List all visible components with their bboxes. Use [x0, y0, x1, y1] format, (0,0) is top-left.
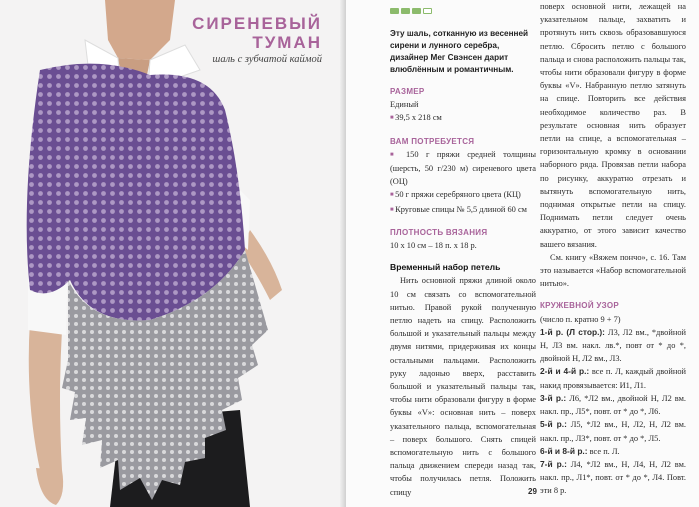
difficulty-dot [412, 8, 421, 14]
difficulty-dot [423, 8, 432, 14]
row-label: 3-й р.: [540, 392, 567, 403]
page-number: 29 [528, 487, 537, 496]
title-line-1: СИРЕНЕВЫЙ [192, 14, 322, 33]
difficulty-rating [390, 8, 536, 14]
see-also-note: См. книгу «Вяжем пончо», с. 16. Там это называется «Набор вспомогательной нитью». [540, 252, 686, 289]
row-label: 2-й и 4-й р.: [540, 366, 590, 377]
model-photo [0, 0, 346, 507]
material-item: ■ 50 г пряжи серебряного цвета (КЦ) [390, 188, 536, 202]
pattern-row [540, 392, 686, 418]
row-text: все п. Л. [589, 446, 620, 456]
materials-heading: ВАМ ПОТРЕБУЕТСЯ [390, 136, 475, 146]
difficulty-dot [401, 8, 410, 14]
size-dimensions: ■ 39,5 х 218 см [390, 111, 536, 125]
difficulty-dot [390, 8, 399, 14]
row-label: 1-й р. (Л стор.): [540, 326, 605, 337]
row-text: все п. Л, каждый двойной накид провязывается: И1, Л1. [540, 367, 686, 390]
row-label: 5-й р.: [540, 419, 567, 430]
pattern-row [540, 326, 686, 366]
pattern-note: (число п. кратно 9 + 7) [540, 314, 621, 324]
title-block [190, 14, 322, 65]
title-line-2: ТУМАН [252, 33, 322, 52]
row-text: Л6, *Л2 вм., двойной Н, Л2 вм. накл. пр., Л5*, повт. от * до *, Л6. [540, 393, 687, 417]
row-label: 7-й р.: [540, 458, 567, 469]
size-label: Единый [390, 100, 419, 110]
caston-text: Нить основной пряжи длиной около 10 см связать со вспомогательной нитью. Правой рукой полученную петлю надеть на спицу. Расположить большой и указательный пальцы между двумя нитями, придерживая их концы остальными пальцами. Расположить руку ладонью вверх, расставить большой и указательный пальцы так, чтобы нити образовали фигуру в форме буквы «V»: основная нить – поверх указательного пальца, вспомогательная – поверх большого. Снять спицей вспомогательную нить с большого пальца движением спереди назад так, чтобы получилась петля. Положить спицу [390, 276, 536, 497]
column-2 [540, 2, 687, 498]
gauge-text: 10 х 10 см – 18 п. х 18 р. [390, 241, 477, 251]
material-item: ■ 150 г пряжи средней толщины (шерсть, 50 г/230 м) сиреневого цвета (ОЦ) [390, 148, 536, 189]
pattern-row [540, 445, 686, 458]
gauge-heading: ПЛОТНОСТЬ ВЯЗАНИЯ [390, 227, 488, 237]
pattern-row [540, 458, 686, 498]
column-1 [390, 8, 536, 499]
material-item: ■ Круговые спицы № 5,5 длиной 60 см [390, 203, 536, 217]
row-label: 6-й и 8-й р.: [540, 445, 588, 456]
caston-heading: Временный набор петель [390, 262, 501, 273]
pattern-heading: КРУЖЕВНОЙ УЗОР [540, 301, 620, 311]
intro-text: Эту шаль, сотканную из весенней сирени и лунного серебра, дизайнер Мег Свэнсен дарит влюблённым и романтичным. [390, 29, 529, 74]
left-page [0, 0, 346, 507]
row-text: Л5, *Л2 вм., Н, Л2, Н, Л2 вм. накл. пр., Л3*, повт. от * до *, Л5. [540, 420, 686, 443]
subtitle: шаль с зубчатой каймой [212, 54, 322, 65]
row-text: Л4, *Л2 вм., Н, Л4, Н, Л2 вм. накл. пр., Л1*, повт. от * до *, Л4. Повт. эти 8 р. [540, 459, 686, 496]
pattern-row [540, 365, 686, 391]
size-heading: РАЗМЕР [390, 87, 425, 96]
row-text: Л3, Л2 вм., *двойной Н, Л3 вм. накл. лв.*, повт от * до *, двойной Н, Л2 вм., Л3. [540, 327, 687, 364]
caston-continued: поверх основной нити, лежащей на указательном пальце, захватить и протянуть нить сквозь образовавшуюся петлю. Сбросить петлю с большого пальца и снова расположить пальцы так, чтобы нити образовали фигуру в форме буквы «V». Набранную петлю затянуть на спице. Повторить все действия необходимое количество раз. В результате основная нить образует петли на спице, а вспомогательная – горизонтальную кромку в основании наборного ряда. Провязав петли набора по рисунку, аккуратно отрезать и вытянуть вспомогательную нить, поднимая открытые петли на спицу. Поднимать петли следует очень аккуратно, от этого зависит качество вашего вязания. [540, 2, 686, 249]
pattern-row [540, 418, 686, 444]
